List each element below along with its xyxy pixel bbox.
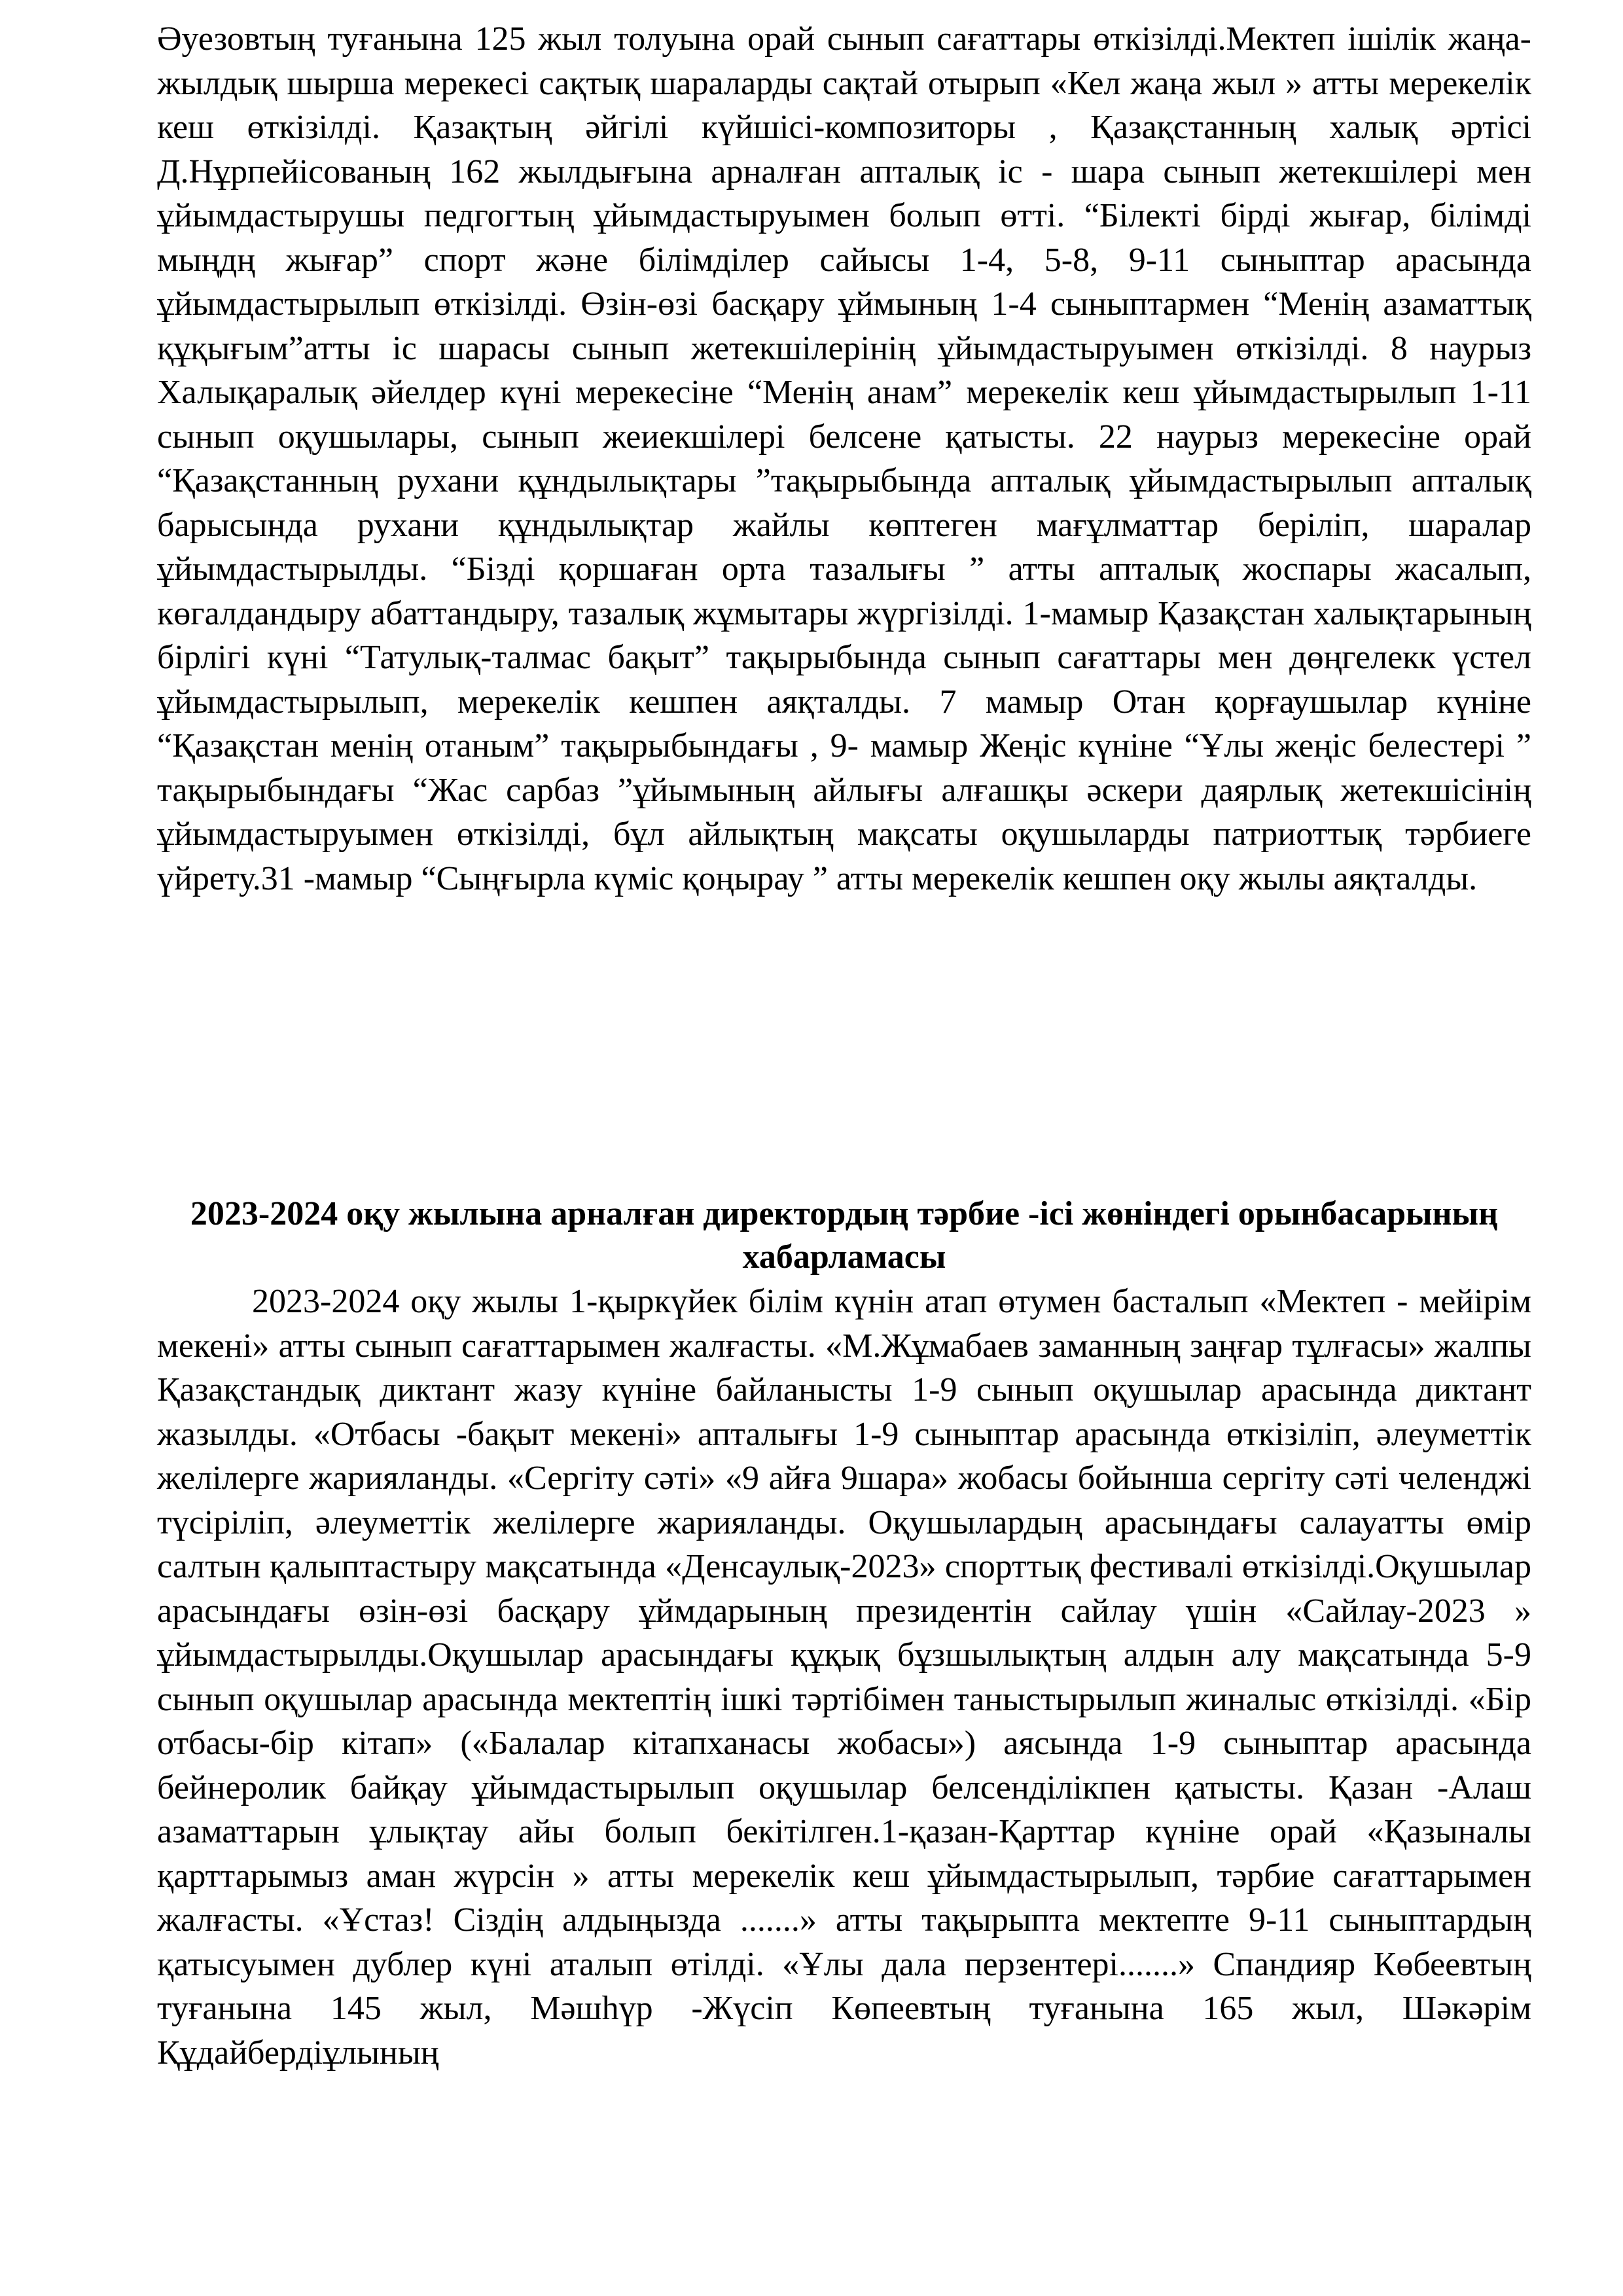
body-paragraph-2: 2023-2024 оқу жылы 1-қыркүйек білім күнін атап өтумен басталып «Мектеп - мейірім мекені» атты сынып сағаттарымен жалғасты. «М.Жұмабаев заманның заңғар тұлғасы» жалпы Қазақстандық диктант жазу күніне байланысты 1-9 сынып оқушылар арасында диктант жазылды. «Отбасы -бақыт мекені» апталығы 1-9 сыныптар арасында өткізіліп, әлеуметтік желілерге жарияланды. «Сергіту сәті» «9 айға 9шара» жобасы бойынша сергіту сәті челенджі түсіріліп, әлеуметтік желілерге жарияланды. Оқушылардың арасындағы салауатты өмір салтын қалыптастыру мақсатында «Денсаулық-2023» спорттық фестивалі өткізілді.Оқушылар арасындағы өзін-өзі басқару ұймдарының президентін сайлау үшін «Сайлау-2023 » ұйымдастырылды.Оқушылар арасындағы құқық бұзшылықтың алдын алу мақсатында 5-9 сынып оқушылар арасында мектептің ішкі тәртібімен таныстырылып жиналыс өткізілді. «Бір отбасы-бір кітап» («Балалар кітапханасы жобасы») аясында 1-9 сыныптар арасында бейнеролик байқау ұйымдастырылып оқушылар белсенділікпен қатысты. Қазан -Алаш азаматтарын ұлықтау айы болып бекітілген.1-қазан-Қарттар күніне орай «Қазыналы қарттарымыз аман жүрсін » атты мерекелік кеш ұйымдастырылып, тәрбие сағаттарымен жалғасты. «Ұстаз! Сіздің алдыңызда .......» атты тақырыпта мектепте 9-11 сыныптардың қатысуымен дублер күні аталып өтілді. «Ұлы дала перзентері.......» Спандияр Көбеевтың туғанына 145 жыл, Мәшһүр -Жүсіп Көпеевтың туғанына 165 жыл, Шәкәрім Құдайбердіұлының [157,1283,1531,2072]
section-heading: 2023-2024 оқу жылына арналған директордың тәрбие -ісі жөніндегі орынбасарының хабарламасы [190,1195,1499,1276]
body-paragraph-1: Әуезовтың туғанына 125 жыл толуына орай сынып сағаттары өткізілді.Мектеп ішілік жаңа-жылдық шырша мерекесі сақтық шараларды сақтай отырып «Кел жаңа жыл » атты мерекелік кеш өткізілді. Қазақтың әйгілі күйшісі-композиторы , Қазақстанның халық әртісі Д.Нұрпейісованың 162 жылдығына арналған апталық іс - шара сынып жетекшілері мен ұйымдастырушы педгогтың ұйымдастыруымен болып өтті. “Білекті бірді жығар, білімді мыңдң жығар” спорт және білімділер сайысы 1-4, 5-8, 9-11 сыныптар арасында ұйымдастырылып өткізілді. Өзін-өзі басқару ұймының 1-4 сыныптармен “Менің азаматтық құқығым”атты іс шарасы сынып жетекшілерінің ұйымдастыруымен өткізілді. 8 наурыз Халықаралық әйелдер күні мерекесіне “Менің анам” мерекелік кеш ұйымдастырылып 1-11 сынып оқушылары, сынып жеиекшілері белсене қатысты. 22 наурыз мерекесіне орай “Қазақстанның рухани құндылықтары ”тақырыбында апталық ұйымдастырылып апталық барысында рухани құндылықтар жайлы көптеген мағұлматтар беріліп, шаралар ұйымдастырылды. “Бізді қоршаған орта тазалығы ” атты апталық жоспары жасалып, көгалдандыру абаттандыру, тазалық жұмытары жүргізілді. 1-мамыр Қазақстан халықтарының бірлігі күні “Татулық-талмас бақыт” тақырыбында сынып сағаттары мен дөңгелекк үстел ұйымдастырылып, мерекелік кешпен аяқталды. 7 мамыр Отан қорғаушылар күніне “Қазақстан менің отаным” тақырыбындағы , 9- мамыр Жеңіс күніне “Ұлы жеңіс белестері ” тақырыбындағы “Жас сарбаз ”ұйымының айлығы алғашқы әскери даярлық жетекшісінің ұйымдастыруымен өткізілді, бұл айлықтың мақсаты оқушыларды патриоттық тәрбиеге үйрету.31 -мамыр “Сыңғырла күміс қоңырау ” атты мерекелік кешпен оқу жылы аяқталды. [157,20,1531,897]
